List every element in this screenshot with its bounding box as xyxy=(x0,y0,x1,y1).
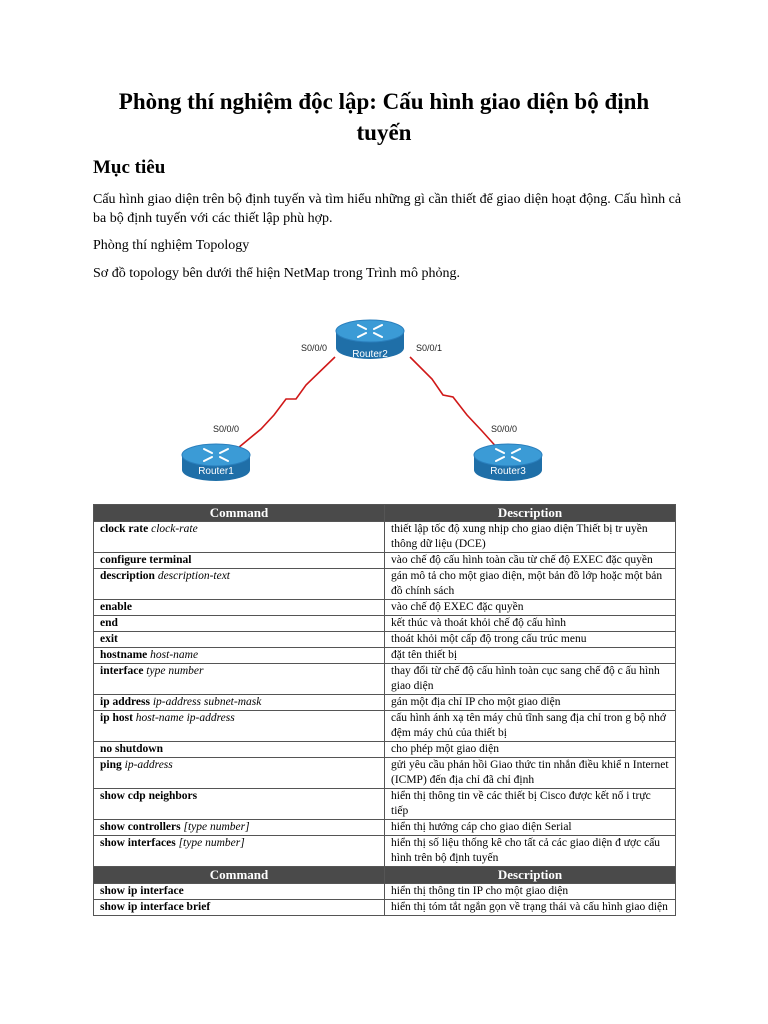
router2-label: Router2 xyxy=(352,349,388,360)
command-cell xyxy=(94,522,385,553)
command-cell xyxy=(94,836,385,867)
command-description: vào chế độ cấu hình toàn cầu từ chế độ EXEC đặc quyền xyxy=(385,553,676,569)
command-name: enable xyxy=(100,601,132,613)
command-argument: [type number] xyxy=(180,821,250,833)
command-name: interface xyxy=(100,665,144,677)
command-name: ping xyxy=(100,759,122,771)
topology-diagram xyxy=(170,315,590,485)
command-description: gửi yêu cầu phản hồi Giao thức tin nhắn điều khiể n Internet (ICMP) đến địa chỉ đã chỉ định xyxy=(385,758,676,789)
command-description: hiển thị hướng cáp cho giao diện Serial xyxy=(385,820,676,836)
table-row xyxy=(94,616,676,632)
table-row xyxy=(94,789,676,820)
command-cell xyxy=(94,900,385,916)
command-cell xyxy=(94,569,385,600)
command-name: description xyxy=(100,570,155,582)
table-row xyxy=(94,648,676,664)
table-row xyxy=(94,553,676,569)
page-title: Phòng thí nghiệm độc lập: Cấu hình giao diện bộ định tuyến xyxy=(118,89,650,145)
command-cell xyxy=(94,553,385,569)
command-argument: host-name xyxy=(147,649,199,661)
header-command: Command xyxy=(94,505,385,522)
command-argument: ip-address subnet-mask xyxy=(149,696,262,708)
command-description: gán một địa chỉ IP cho một giao diện xyxy=(385,695,676,711)
header-description: Description xyxy=(385,867,676,884)
section-heading: Mục tiêu xyxy=(93,157,166,178)
table-row xyxy=(94,758,676,789)
command-cell xyxy=(94,616,385,632)
command-cell xyxy=(94,711,385,742)
command-description: hiển thị số liệu thống kê cho tất cả các giao diện đ ược cấu hình trên bộ định tuyến xyxy=(385,836,676,867)
command-cell xyxy=(94,695,385,711)
command-cell xyxy=(94,600,385,616)
command-description: cấu hình ánh xạ tên máy chủ tĩnh sang địa chỉ tron g bộ nhớ đệm máy chủ của thiết bị xyxy=(385,711,676,742)
command-cell xyxy=(94,632,385,648)
command-description: hiển thị thông tin IP cho một giao diện xyxy=(385,884,676,900)
command-cell xyxy=(94,758,385,789)
table-row xyxy=(94,695,676,711)
command-description: thiết lập tốc độ xung nhịp cho giao diện Thiết bị tr uyền thông dữ liệu (DCE) xyxy=(385,522,676,553)
header-description: Description xyxy=(385,505,676,522)
router3-s000-label: S0/0/0 xyxy=(491,424,518,434)
command-cell xyxy=(94,820,385,836)
command-description: vào chế độ EXEC đặc quyền xyxy=(385,600,676,616)
command-cell xyxy=(94,742,385,758)
command-description: hiển thị thông tin về các thiết bị Cisco được kết nố i trực tiếp xyxy=(385,789,676,820)
table-row xyxy=(94,884,676,900)
router1-label: Router1 xyxy=(198,466,234,477)
topology-description: Sơ đồ topology bên dưới thể hiện NetMap trong Trình mô phỏng. xyxy=(93,266,460,281)
router2-s001-label: S0/0/1 xyxy=(416,343,443,353)
table-row xyxy=(94,711,676,742)
command-name: show ip interface xyxy=(100,885,184,897)
table-row xyxy=(94,569,676,600)
command-name: show controllers xyxy=(100,821,181,833)
command-cell xyxy=(94,884,385,900)
command-name: configure terminal xyxy=(100,554,192,566)
command-name: ip address xyxy=(100,696,150,708)
router1-icon[interactable] xyxy=(182,444,250,481)
command-table xyxy=(93,504,676,916)
command-name: clock rate xyxy=(100,523,149,535)
command-description: hiển thị tóm tắt ngắn gọn về trạng thái và cấu hình giao diện xyxy=(385,900,676,916)
router3-icon[interactable] xyxy=(474,444,542,481)
table-row xyxy=(94,632,676,648)
serial-link-r2-r3 xyxy=(410,357,500,451)
router1-s000-label: S0/0/0 xyxy=(213,424,240,434)
command-name: show cdp neighbors xyxy=(100,790,198,802)
command-name: hostname xyxy=(100,649,148,661)
command-description: cho phép một giao diện xyxy=(385,742,676,758)
router3-label: Router3 xyxy=(490,466,526,477)
command-name: end xyxy=(100,617,118,629)
command-name: show interfaces xyxy=(100,837,176,849)
table-header-row xyxy=(94,867,676,884)
command-cell xyxy=(94,664,385,695)
table-row xyxy=(94,664,676,695)
command-description: đặt tên thiết bị xyxy=(385,648,676,664)
command-name: show ip interface brief xyxy=(100,901,211,913)
table-header-row xyxy=(94,505,676,522)
command-argument: ip-address xyxy=(121,759,173,771)
topology-heading: Phòng thí nghiệm Topology xyxy=(93,238,250,253)
router2-s000-label: S0/0/0 xyxy=(301,343,328,353)
command-cell xyxy=(94,789,385,820)
command-name: exit xyxy=(100,633,118,645)
command-name: no shutdown xyxy=(100,743,163,755)
command-cell xyxy=(94,648,385,664)
command-argument: clock-rate xyxy=(148,523,198,535)
table-row xyxy=(94,522,676,553)
table-row xyxy=(94,820,676,836)
command-description: thoát khỏi một cấp độ trong cấu trúc menu xyxy=(385,632,676,648)
serial-link-r1-r2 xyxy=(232,357,335,453)
objective-paragraph: Cấu hình giao diện trên bộ định tuyến và tìm hiểu những gì cần thiết để giao diện hoạt động. Cấu hình cả ba bộ định tuyến với các thiết lập phù hợp. xyxy=(93,192,682,226)
command-description: thay đổi từ chế độ cấu hình toàn cục sang chế độ c ấu hình giao diện xyxy=(385,664,676,695)
table-row xyxy=(94,900,676,916)
command-description: gán mô tả cho một giao diện, một bản đồ lớp hoặc một bản đồ chính sách xyxy=(385,569,676,600)
header-command: Command xyxy=(94,867,385,884)
table-row xyxy=(94,742,676,758)
command-argument: host-name ip-address xyxy=(132,712,235,724)
command-argument: description-text xyxy=(154,570,231,582)
command-argument: [type number] xyxy=(175,837,245,849)
router2-icon[interactable] xyxy=(336,320,404,360)
table-row xyxy=(94,600,676,616)
table-row xyxy=(94,836,676,867)
command-description: kết thúc và thoát khỏi chế độ cấu hình xyxy=(385,616,676,632)
command-argument: type number xyxy=(143,665,204,677)
command-name: ip host xyxy=(100,712,133,724)
